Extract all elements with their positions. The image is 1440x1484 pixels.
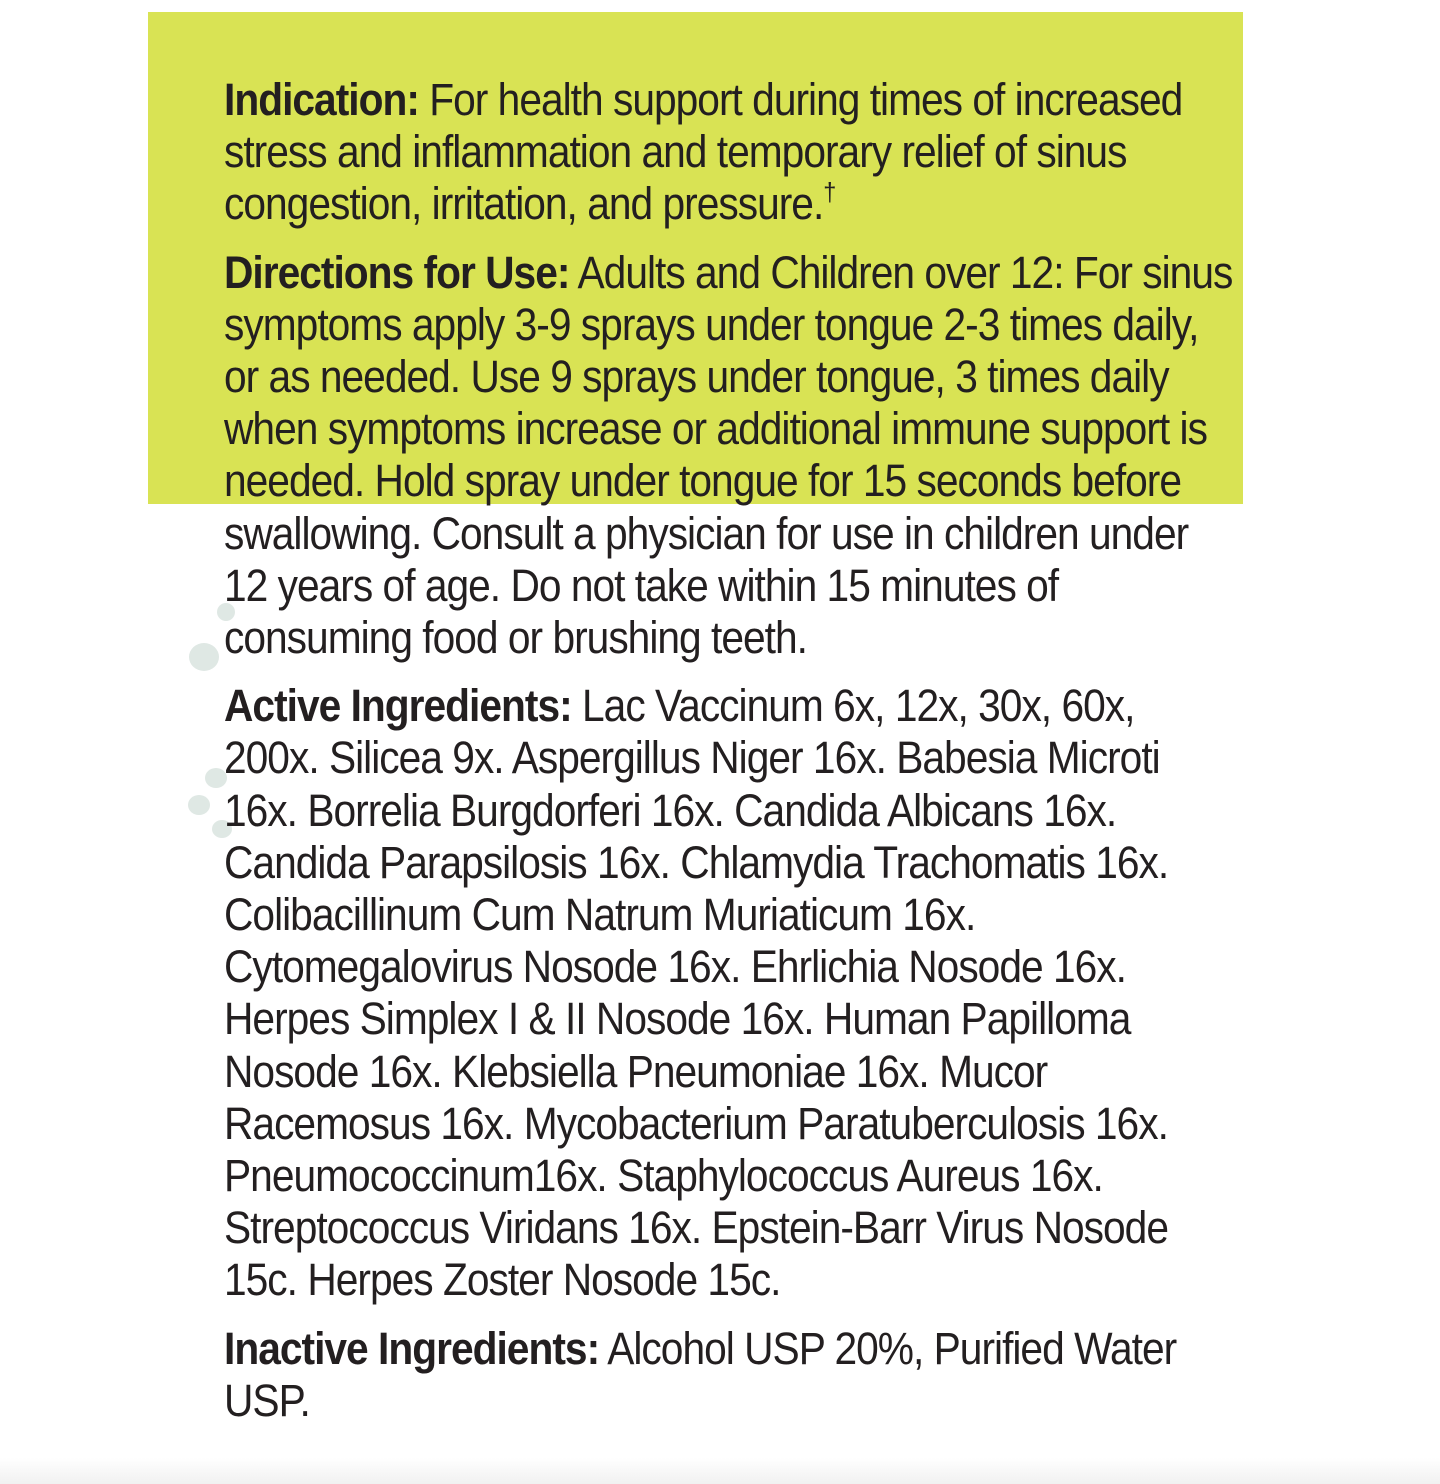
active-ingredients-label: Active Ingredients: bbox=[224, 680, 572, 732]
indication-label: Indication: bbox=[224, 74, 419, 125]
inactive-ingredients-paragraph bbox=[224, 1323, 1234, 1427]
label-content bbox=[224, 74, 1234, 1443]
directions-label: Directions for Use: bbox=[224, 246, 570, 298]
inactive-ingredients-label: Inactive Ingredients: bbox=[224, 1322, 600, 1374]
directions-text: Adults and Children over 12: For sinus symptoms apply 3-9 sprays under tongue 2-3 times daily, or as needed. Use 9 sprays under tongue, 3 times daily when symptoms increase or additional immune support is needed. Hold spray under tongue for 15 seconds before swallowing. Consult a physician for use in children under 12 years of age. Do not take within 15 minutes of consuming food or brushing teeth. bbox=[224, 246, 1233, 664]
active-ingredients-paragraph bbox=[224, 680, 1234, 1306]
directions-paragraph bbox=[224, 247, 1234, 665]
active-ingredients-text: Lac Vaccinum 6x, 12x, 30x, 60x, 200x. Silicea 9x. Aspergillus Niger 16x. Babesia Microti 16x. Borrelia Burgdorferi 16x. Candida Albicans 16x. Candida Parapsilosis 16x. Chlamydia Trachomatis 16x. Colibacillinum Cum Natrum Muriaticum 16x. Cytomegalovirus Nosode 16x. Ehrlichia Nosode 16x. Herpes Simplex I & II Nosode 16x. Human Papilloma Nosode 16x. Klebsiella Pneumoniae 16x. Mucor Racemosus 16x. Mycobacterium Paratuberculosis 16x. Pneumococcinum16x. Staphylococcus Aureus 16x. Streptococcus Viridans 16x. Epstein-Barr Virus Nosode 15c. Herpes Zoster Nosode 15c. bbox=[224, 680, 1169, 1306]
bottom-strip bbox=[0, 1458, 1440, 1484]
indication-text: For health support during times of increased stress and inflammation and temporary relief of sinus congestion, irritation, and pressure. bbox=[224, 74, 1183, 230]
indication-paragraph bbox=[224, 74, 1234, 231]
decorative-dot bbox=[188, 795, 210, 815]
footnote-mark: † bbox=[823, 177, 836, 208]
decorative-dot bbox=[189, 643, 219, 671]
inactive-ingredients-text: Alcohol USP 20%, Purified Water USP. bbox=[224, 1322, 1177, 1426]
